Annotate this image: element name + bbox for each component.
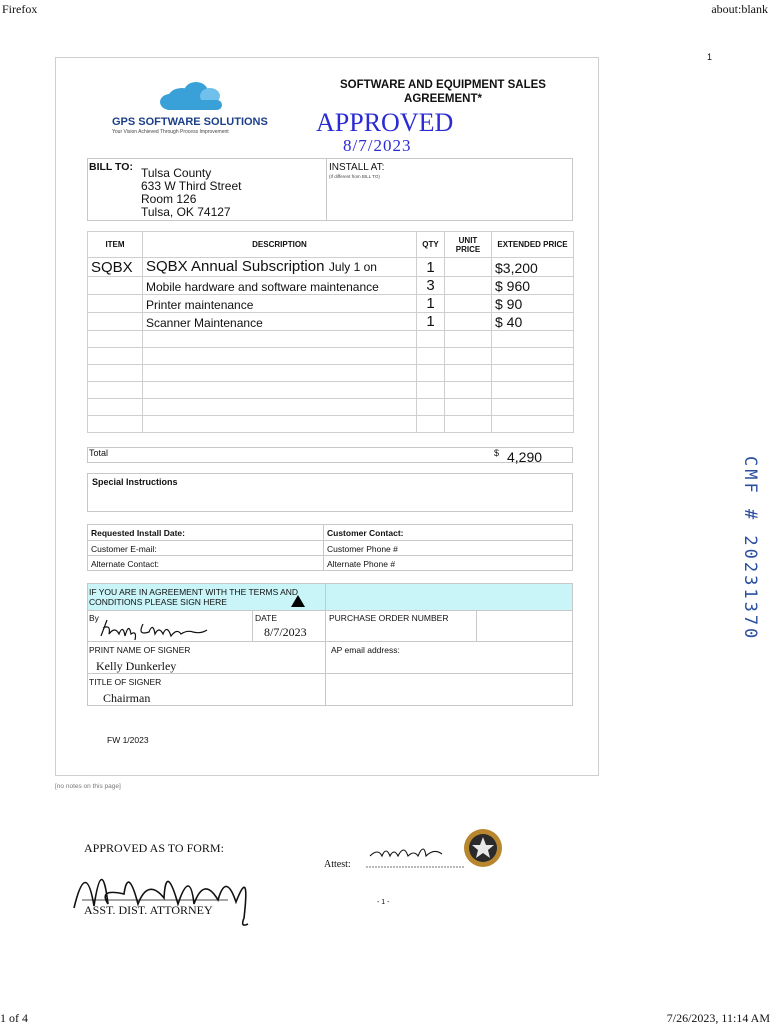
approved-date: 8/7/2023 [343,136,412,155]
print-name-label: PRINT NAME OF SIGNER [89,645,191,655]
browser-url: about:blank [711,2,768,16]
date-label: DATE [255,613,278,623]
special-instructions-label: Special Instructions [92,477,178,487]
total-currency: $ [494,448,500,458]
divider [323,524,324,571]
title-of-signer-label: TITLE OF SIGNER [89,677,162,687]
by-label: By [89,613,99,623]
table-header-row [88,232,574,258]
browser-app-name: Firefox [2,2,38,16]
agreement-title [318,78,568,106]
address-line: Tulsa County [141,166,212,180]
extended-price-cell: $ 90 [492,295,574,313]
qty-cell: 3 [417,277,445,295]
requested-install-label: Requested Install Date: [91,528,185,538]
alternate-phone-label: Alternate Phone # [327,559,396,569]
qty-cell: 1 [417,258,445,277]
description-main: SQBX Annual Subscription [146,258,325,275]
description-cell: Scanner Maintenance [143,313,417,331]
total-label: Total [89,448,109,458]
total-value: 4,290 [507,449,543,465]
customer-email-label: Customer E-mail: [91,544,157,554]
customer-contact-label: Customer Contact: [327,528,404,538]
sign-date: 8/7/2023 [264,625,307,639]
attest-label: Attest: [324,859,351,870]
items-table [87,231,574,433]
col-qty: QTY [417,232,445,258]
title-of-signer-value: Chairman [103,691,151,705]
divider [476,610,477,641]
logo-name: GPS SOFTWARE SOLUTIONS [112,116,268,128]
address-line: Room 126 [141,192,197,206]
ap-email-label: AP email address: [331,645,400,655]
title-line-2: AGREEMENT* [404,93,482,105]
table-row [88,399,574,416]
extended-price-cell: $3,200 [492,258,574,277]
print-datetime: 7/26/2023, 11:14 AM [666,1011,770,1025]
approved-stamp: APPROVED [316,108,454,137]
page-number: 1 [707,52,713,62]
table-row [88,416,574,433]
extended-price-cell: $ 40 [492,313,574,331]
page-count: 1 of 4 [0,1011,28,1025]
col-item: ITEM [88,232,143,258]
item-cell [88,313,143,331]
item-cell [88,295,143,313]
signature-scribble [97,616,212,644]
divider [325,584,326,706]
col-description: DESCRIPTION [143,232,417,258]
print-name-value: Kelly Dunkerley [96,659,177,673]
address-line: Tulsa, OK 74127 [141,205,231,219]
item-cell: SQBX [88,258,143,277]
divider [87,610,573,611]
description-cell: Mobile hardware and software maintenance [143,277,417,295]
divider [87,555,573,556]
install-at-note: (If different from BILL TO) [329,174,380,179]
table-row [88,348,574,365]
unit-price-cell [445,313,492,331]
approved-as-to-form: APPROVED AS TO FORM: [84,841,224,855]
extended-price-cell: $ 960 [492,277,574,295]
county-seal-icon [463,828,503,868]
agree-text: IF YOU ARE IN AGREEMENT WITH THE TERMS AND CONDITIONS PLEASE SIGN HERE [89,587,299,607]
address-line: 633 W Third Street [141,179,242,193]
unit-price-cell [445,258,492,277]
col-unit-price: UNIT PRICE [445,232,492,258]
bill-to-address [141,167,242,219]
install-at-label: INSTALL AT: [329,162,385,173]
form-version: FW 1/2023 [107,735,149,745]
unit-price-cell [445,277,492,295]
description-cell: Printer maintenance [143,295,417,313]
unit-price-cell [445,295,492,313]
cmf-stamp: CMF # 20231370 [740,456,760,642]
divider [87,540,573,541]
table-row [88,382,574,399]
table-row [88,331,574,348]
alternate-contact-label: Alternate Contact: [91,559,160,569]
description-note: July 1 on [328,260,377,274]
bill-to-label: BILL TO: [89,161,133,173]
qty-cell: 1 [417,295,445,313]
col-extended-price: EXTENDED PRICE [492,232,574,258]
description-cell [143,258,417,277]
table-row [88,277,574,295]
logo-tagline: Your Vision Achieved Through Process Improvement [112,129,229,135]
table-row [88,258,574,277]
po-number-label: PURCHASE ORDER NUMBER [329,613,449,623]
divider [252,610,253,641]
qty-cell: 1 [417,313,445,331]
arrow-up-icon [291,595,305,607]
item-cell [88,277,143,295]
notes-text: [no notes on this page] [55,783,121,790]
attorney-label: ASST. DIST. ATTORNEY [84,903,213,917]
total-row [87,447,573,463]
customer-phone-label: Customer Phone # [327,544,398,554]
table-row [88,313,574,331]
page-mark: - 1 - [377,899,390,906]
title-line-1: SOFTWARE AND EQUIPMENT SALES [340,79,546,91]
table-row [88,365,574,382]
company-logo [110,78,280,140]
table-row [88,295,574,313]
attest-signature [364,842,466,872]
